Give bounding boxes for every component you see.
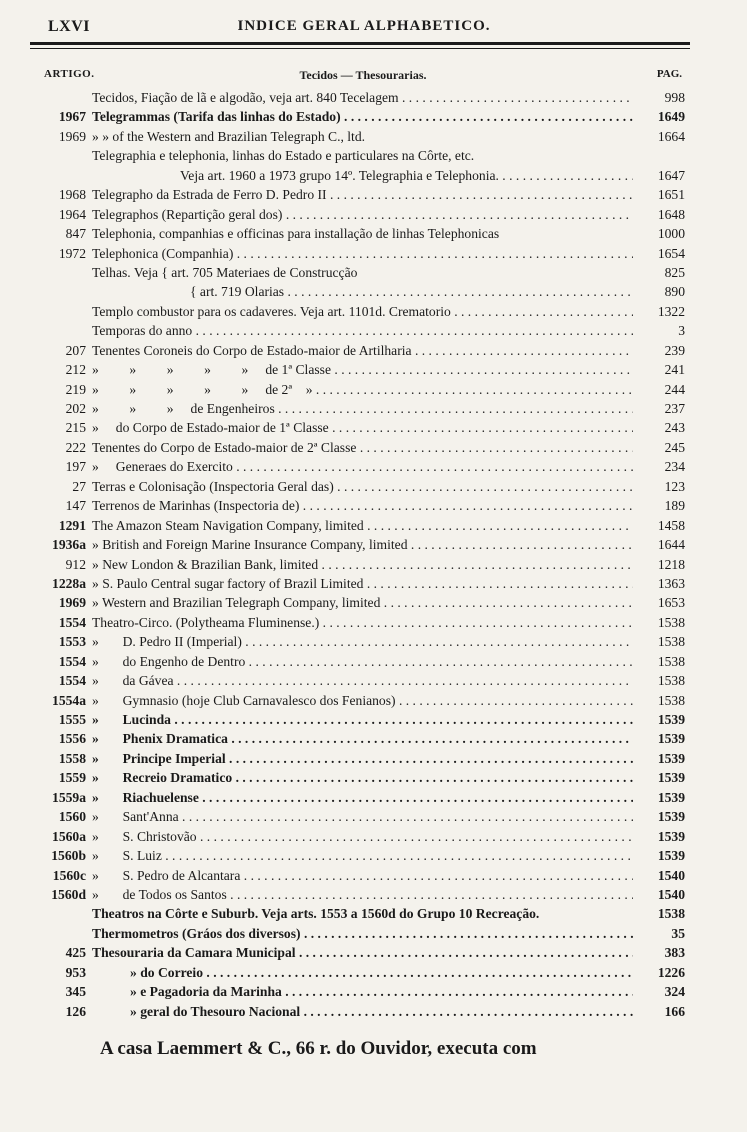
footer-advertisement: A casa Laemmert & C., 66 r. do Ouvidor, executa com (100, 1038, 537, 1059)
entry-text: Veja art. 1960 a 1973 grupo 14º. Telegraphia e Telephonia. . . . (180, 166, 633, 185)
entry-page: 1538 (657, 692, 685, 708)
entry-page: 1649 (657, 109, 685, 125)
index-entry (30, 341, 685, 360)
index-entry (30, 516, 685, 535)
index-entry (30, 866, 685, 885)
index-entry (30, 671, 685, 690)
entry-page: 243 (664, 420, 685, 436)
entry-text: Tenentes do Corpo de Estado-maior de 2ª Classe . . . (92, 438, 633, 457)
entry-page: 1539 (657, 712, 685, 727)
article-number: 1969 (58, 128, 86, 144)
index-entry (30, 827, 685, 846)
index-entry (30, 107, 685, 126)
entry-text: The Amazon Steam Navigation Company, limited . . . (92, 516, 633, 535)
entry-text: Theatro-Circo. (Polytheama Fluminense.) . . . (92, 613, 633, 632)
article-number: 219 (65, 381, 86, 397)
entry-text: » Gymnasio (hoje Club Carnavalesco dos Fenianos) . . . (92, 691, 633, 710)
entry-text: Telegrapho da Estrada de Ferro D. Pedro II . . . (92, 185, 633, 204)
article-number: 126 (65, 1003, 86, 1019)
index-entry (30, 768, 685, 787)
index-entry (30, 788, 685, 807)
index-entry (30, 652, 685, 671)
article-number: 1556 (58, 731, 86, 747)
entry-page: 1226 (657, 964, 685, 980)
entry-page: 123 (664, 478, 685, 494)
entry-page: 1644 (657, 537, 685, 553)
article-number: 147 (65, 498, 86, 514)
entry-text: » Generaes do Exercito . . . (92, 457, 633, 476)
index-entry (30, 749, 685, 768)
article-number: 847 (65, 226, 86, 242)
article-number: 1555 (58, 712, 86, 727)
page-column-header: PAG. (656, 68, 682, 80)
index-entry (30, 457, 685, 476)
article-number: 1560a (52, 828, 86, 844)
entry-page: 324 (664, 984, 685, 1000)
entry-page: 1654 (657, 245, 685, 261)
article-number: 1972 (58, 245, 86, 261)
entry-page: 1539 (657, 789, 685, 805)
article-number: 222 (65, 439, 86, 455)
entry-page: 244 (664, 381, 685, 397)
index-entry (30, 924, 685, 943)
article-number: 1968 (58, 187, 86, 203)
index-entry (30, 555, 685, 574)
article-number: 1969 (58, 595, 86, 611)
entry-text: Terras e Colonisação (Inspectoria Geral das) . . . (92, 477, 633, 496)
entry-text: Thermometros (Gráos dos diversos) . . . (92, 924, 633, 943)
entry-page: 890 (664, 284, 685, 300)
entry-page: 1539 (657, 828, 685, 844)
entry-page: 1539 (657, 809, 685, 825)
entry-page: 1218 (657, 556, 685, 572)
entry-page: 1647 (657, 167, 685, 183)
entry-text: » » » » » de 2ª » . . . (92, 380, 633, 399)
article-number: 1291 (58, 517, 86, 533)
entry-text: Telephonia, companhias e officinas para installação de linhas Telephonicas (92, 226, 500, 242)
entry-text: Templo combustor para os cadaveres. Veja art. 1101d. Crematorio . . . (92, 302, 633, 321)
column-headers (44, 68, 682, 84)
entry-text: { art. 719 Olarias . . . (190, 282, 633, 301)
entry-page: 1458 (657, 517, 685, 533)
index-entry (30, 302, 685, 321)
entry-text: Telegraphos (Repartição geral dos) . . . (92, 205, 633, 224)
index-entry (30, 943, 685, 962)
article-number: 1559a (52, 789, 86, 805)
entry-page: 35 (671, 925, 685, 941)
article-number: 1560 (58, 809, 86, 825)
entry-text: » Riachuelense . . . (92, 788, 633, 807)
index-entry (30, 574, 685, 593)
article-number: 212 (65, 362, 86, 378)
entry-page: 1653 (657, 595, 685, 611)
entry-page: 3 (678, 323, 685, 339)
entry-page: 237 (664, 401, 685, 416)
article-number: 1554a (52, 692, 86, 708)
index-entry (30, 360, 685, 379)
entry-text: Telegraphia e telephonia, linhas do Estado e particulares na Côrte, etc. (92, 148, 475, 164)
article-number: 1936a (52, 537, 86, 553)
header-rule-thin (30, 48, 690, 49)
index-entry (30, 710, 685, 729)
index-entry (30, 380, 685, 399)
index-entry (30, 496, 685, 515)
entry-page: 1538 (657, 634, 685, 650)
entry-page: 239 (664, 342, 685, 358)
index-entry (30, 282, 685, 301)
index-entry (30, 632, 685, 651)
index-entry (30, 438, 685, 457)
index-entry (30, 224, 685, 243)
entry-page: 1000 (657, 226, 685, 242)
index-entry (30, 613, 685, 632)
entry-text: Thesouraria da Camara Municipal . . . (92, 943, 633, 962)
article-number: 1560b (51, 848, 86, 864)
index-entry (30, 321, 685, 340)
index-entry (30, 166, 685, 185)
section-heading: Tecidos — Thesourarias. (299, 68, 427, 82)
entry-page: 241 (664, 362, 685, 378)
entry-text: Terrenos de Marinhas (Inspectoria de) . . . (92, 496, 633, 515)
entry-page: 1540 (657, 867, 685, 883)
entry-text: » D. Pedro II (Imperial) . . . (92, 632, 633, 651)
entry-text: » » » de Engenheiros . . . (92, 399, 633, 418)
entry-text: Tecidos, Fiação de lã e algodão, veja art. 840 Tecelagem . . . (92, 88, 633, 107)
article-number: 953 (65, 964, 86, 980)
entry-text: Telhas. Veja { art. 705 Materiaes de Construcção (92, 264, 358, 280)
entry-page: 189 (664, 498, 685, 514)
entry-text: » de Todos os Santos . . . (92, 885, 633, 904)
entry-page: 1664 (657, 128, 685, 144)
index-entry (30, 399, 685, 418)
article-number: 215 (65, 420, 86, 436)
entry-page: 383 (664, 945, 685, 961)
entry-page: 1538 (657, 614, 685, 630)
entry-text: Telegrammas (Tarifa das linhas do Estado) . . . (92, 107, 633, 126)
entry-page: 998 (664, 90, 685, 105)
entry-text: Tenentes Coroneis do Corpo de Estado-maior de Artilharia . . . (92, 341, 633, 360)
entry-text: » » » » » de 1ª Classe . . . (92, 360, 633, 379)
article-number: 1560d (51, 886, 86, 902)
article-number: 912 (65, 556, 86, 572)
index-entry (30, 88, 685, 107)
entry-text: » S. Christovão . . . (92, 827, 633, 846)
article-number: 1967 (58, 109, 86, 125)
entry-text: » do Corpo de Estado-maior de 1ª Classe . . . (92, 418, 633, 437)
article-number: 1559 (58, 770, 86, 786)
entry-text: Telephonica (Companhia) . . . (92, 244, 633, 263)
entry-text: » geral do Thesouro Nacional . . . (92, 1002, 633, 1021)
entry-text: » Sant'Anna . . . (92, 807, 633, 826)
entry-text: » Principe Imperial . . . (92, 749, 633, 768)
index-entry (30, 885, 685, 904)
entry-page: 245 (664, 439, 685, 455)
article-number: 1228a (52, 575, 86, 591)
entry-text: » New London & Brazilian Bank, limited . . . (92, 555, 633, 574)
index-entry (30, 1002, 685, 1021)
entry-text: » S. Paulo Central sugar factory of Brazil Limited . . . (92, 574, 633, 593)
index-entry (30, 593, 685, 612)
entry-text: » S. Pedro de Alcantara . . . (92, 866, 633, 885)
index-entry (30, 982, 685, 1001)
index-entry (30, 127, 685, 146)
article-number: 345 (65, 984, 86, 1000)
entry-text: » Phenix Dramatica . . . (92, 729, 633, 748)
running-title: INDICE GERAL ALPHABETICO. (237, 18, 491, 34)
entry-text: » S. Luiz . . . (92, 846, 633, 865)
entry-text: » da Gávea . . . (92, 671, 633, 690)
article-number: 1554 (58, 653, 86, 669)
index-entry (30, 846, 685, 865)
entry-page: 825 (664, 264, 685, 280)
entry-page: 1538 (657, 653, 685, 669)
index-entry (30, 807, 685, 826)
index-entry (30, 418, 685, 437)
entry-page: 1539 (657, 770, 685, 786)
article-number: 1553 (58, 634, 86, 650)
index-entry (30, 963, 685, 982)
entry-page: 1538 (657, 673, 685, 689)
entry-page: 1539 (657, 750, 685, 766)
entry-page: 1539 (657, 848, 685, 864)
header-rule-thick (30, 42, 690, 45)
entry-page: 1538 (657, 906, 685, 922)
entry-page: 1540 (657, 886, 685, 902)
index-entry (30, 729, 685, 748)
article-number: 1554 (58, 673, 86, 689)
page-number: LXVI (48, 18, 91, 35)
index-entry (30, 146, 685, 165)
entry-page: 1539 (657, 731, 685, 747)
article-number: 197 (65, 459, 86, 475)
page-header (38, 16, 690, 38)
entry-page: 1322 (657, 303, 685, 319)
entry-text: » Western and Brazilian Telegraph Company, limited . . . (92, 593, 633, 612)
article-number: 1554 (58, 614, 86, 630)
entry-page: 1648 (657, 206, 685, 222)
entry-text: » do Correio . . . (92, 963, 633, 982)
article-number: 27 (72, 478, 86, 494)
entry-text: » do Engenho de Dentro . . . (92, 652, 633, 671)
index-entry (30, 691, 685, 710)
index-entry (30, 244, 685, 263)
entry-page: 234 (664, 459, 685, 475)
entry-text: Theatros na Côrte e Suburb. Veja arts. 1553 a 1560d do Grupo 10 Recreação. (92, 906, 540, 922)
article-number: 1558 (58, 750, 86, 766)
index-entries (30, 88, 685, 1021)
entry-page: 1651 (657, 187, 685, 203)
entry-page: 1363 (657, 575, 685, 591)
entry-text: Temporas do anno . . . (92, 321, 633, 340)
index-entry (30, 904, 685, 923)
index-entry (30, 263, 685, 282)
entry-text: » » of the Western and Brazilian Telegraph C., ltd. (92, 128, 366, 144)
entry-text: » Recreio Dramatico . . . (92, 768, 633, 787)
article-number: 425 (65, 945, 86, 961)
article-number: 1964 (58, 206, 86, 222)
index-entry (30, 205, 685, 224)
entry-page: 166 (664, 1003, 685, 1019)
entry-text: » British and Foreign Marine Insurance Company, limited . . . (92, 535, 633, 554)
index-entry (30, 477, 685, 496)
index-entry (30, 535, 685, 554)
article-number: 202 (65, 401, 86, 416)
article-column-header: ARTIGO. (44, 68, 95, 80)
entry-text: » e Pagadoria da Marinha . . . (92, 982, 633, 1001)
article-number: 207 (65, 342, 86, 358)
index-entry (30, 185, 685, 204)
article-number: 1560c (52, 867, 86, 883)
entry-text: » Lucinda . . . (92, 710, 633, 729)
